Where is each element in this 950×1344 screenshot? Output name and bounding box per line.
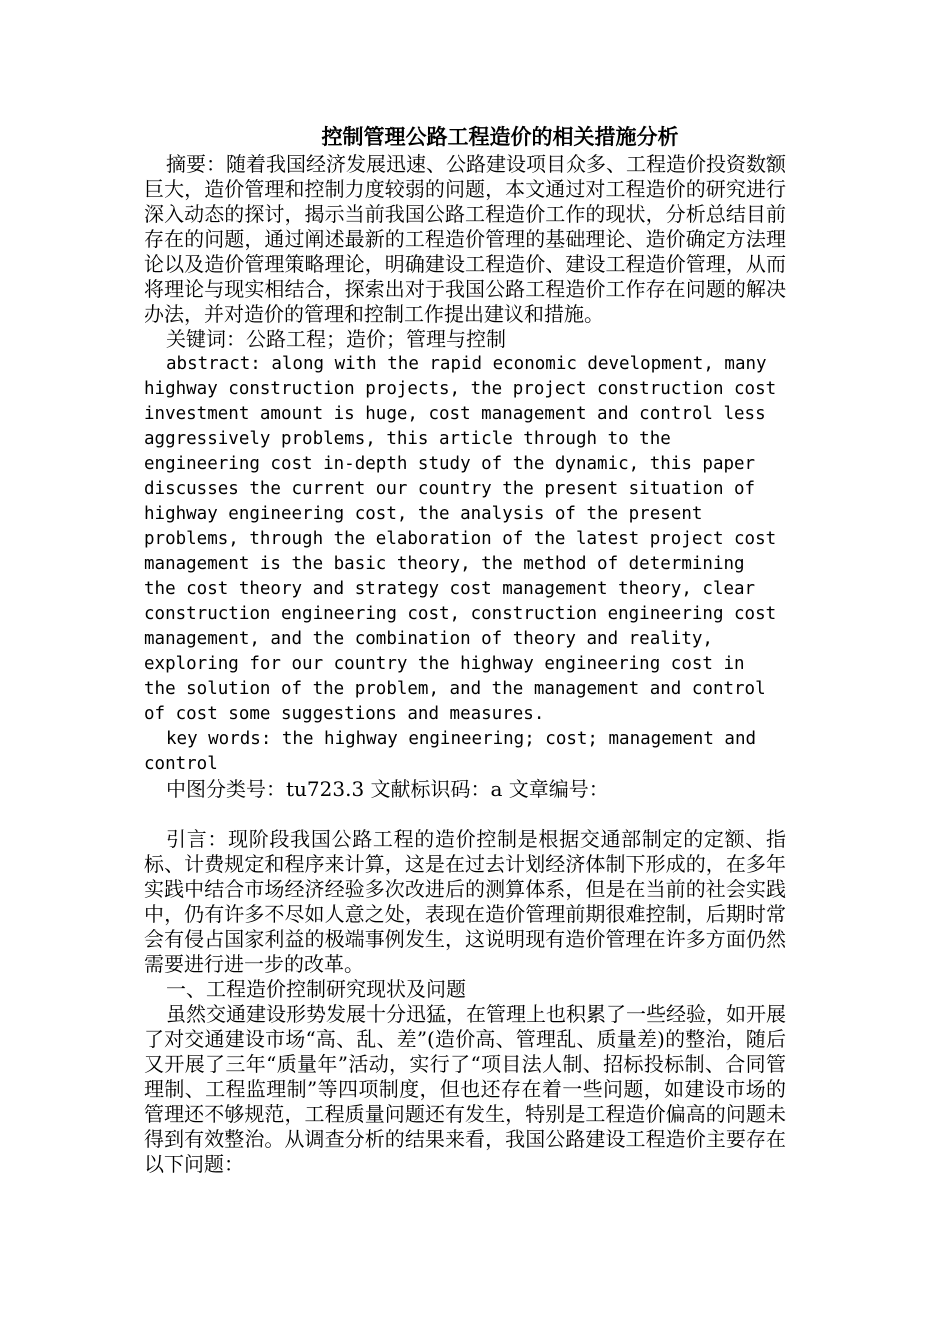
- document-page: [144, 122, 786, 1177]
- blank-line: [144, 802, 786, 827]
- keywords-english: key words: the highway engineering; cost; management and control: [144, 729, 757, 774]
- introduction-paragraph: 引言：现阶段我国公路工程的造价控制是根据交通部制定的定额、指标、计费规定和程序来计算，这是在过去计划经济体制下形成的，在多年实践中结合市场经济经验多次改进后的测算体系，但是在当前的社会实践中，仍有许多不尽如人意之处，表现在造价管理前期很难控制，后期时常会有侵占国家利益的极端事例发生，这说明现有造价管理在许多方面仍然需要进行进一步的改革。: [144, 827, 786, 976]
- document-title: 控制管理公路工程造价的相关措施分析: [321, 125, 679, 149]
- classification-line: 中图分类号：tu723.3 文献标识码：a 文章编号：: [166, 777, 609, 801]
- keywords-chinese: 关键词：公路工程；造价；管理与控制: [166, 327, 506, 351]
- abstract-english: abstract: along with the rapid economic development, many highway construction projects, the project construction cost investment amount is huge, cost management and control less aggressively problems, this article through to the engineering cost in-depth study of the dynamic, this paper discusses the current our country the present situation of highway engineering cost, the analysis of the present problems, through the elaboration of the latest project cost management is the basic theory, the method of determining the cost theory and strategy cost management theory, clear construction engineering cost, construction engineering cost management, and the combination of theory and reality, exploring for our country the highway engineering cost in the solution of the problem, and the management and control of cost some suggestions and measures.: [144, 354, 777, 724]
- section-body-paragraph: 虽然交通建设形势发展十分迅猛，在管理上也积累了一些经验，如开展了对交通建设市场“高、乱、差”(造价高、管理乱、质量差)的整治，随后又开展了三年“质量年”活动，实行了“项目法人制、招标投标制、合同管理制、工程监理制”等四项制度，但也还存在着一些问题，如建设市场的管理还不够规范，工程质量问题还有发生，特别是工程造价偏高的问题未得到有效整治。从调查分析的结果来看，我国公路建设工程造价主要存在以下问题：: [144, 1002, 786, 1176]
- abstract-chinese: 摘要：随着我国经济发展迅速、公路建设项目众多、工程造价投资数额巨大，造价管理和控制力度较弱的问题，本文通过对工程造价的研究进行深入动态的探讨，揭示当前我国公路工程造价工作的现状，分析总结目前存在的问题，通过阐述最新的工程造价管理的基础理论、造价确定方法理论以及造价管理策略理论，明确建设工程造价、建设工程造价管理，从而将理论与现实相结合，探索出对于我国公路工程造价工作存在问题的解决办法，并对造价的管理和控制工作提出建议和措施。: [144, 152, 786, 326]
- section-heading: 一、工程造价控制研究现状及问题: [166, 977, 466, 1001]
